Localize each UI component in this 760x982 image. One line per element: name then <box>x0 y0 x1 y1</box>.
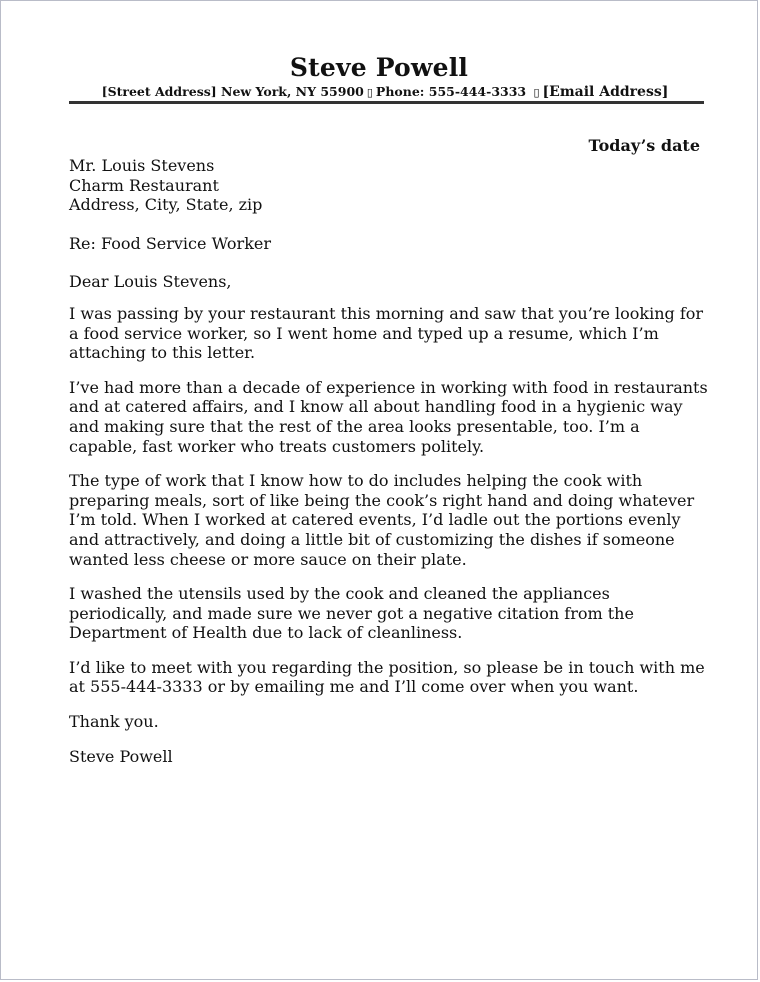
recipient-address: Address, City, State, zip <box>69 195 263 215</box>
email-address: [Email Address] <box>542 84 669 100</box>
separator-glyph: ▯ <box>366 86 373 99</box>
separator-glyph: ▯ <box>533 86 540 99</box>
phone: Phone: 555-444-3333 <box>375 84 527 99</box>
salutation: Dear Louis Stevens, <box>69 272 232 292</box>
closing: Thank you. <box>69 712 159 732</box>
paragraph: I washed the utensils used by the cook and cleaned the appliances periodically, and made sure we never got a negative citation from the Department of Health due to lack of cleanliness. <box>69 584 634 643</box>
paragraph: I was passing by your restaurant this morning and saw that you’re looking for a food service worker, so I went home and typed up a resume, which I’m attaching to this letter. <box>69 303 704 363</box>
letter-body <box>69 156 709 766</box>
header-divider <box>69 101 704 104</box>
subject-line: Re: Food Service Worker <box>69 233 272 253</box>
paragraph: I’ve had more than a decade of experience in working with food in restaurants and at catered affairs, and I know all about handling food in a hygienic way and making sure that the rest of the area looks presentable, too. I’m a capable, fast worker who treats customers politely. <box>69 377 708 456</box>
signature: Steve Powell <box>69 746 173 766</box>
recipient-company: Charm Restaurant <box>69 175 219 195</box>
sender-name: Steve Powell <box>289 53 469 82</box>
recipient-name: Mr. Louis Stevens <box>69 156 215 175</box>
letter-date: Today’s date <box>588 136 700 155</box>
street-address: [Street Address] New York, NY 55900 <box>101 84 364 99</box>
recipient-block <box>69 156 709 215</box>
contact-line <box>69 84 701 100</box>
paragraph: The type of work that I know how to do includes helping the cook with preparing meals, sort of like being the cook’s right hand and doing whatever I’m told. When I worked at catered events, I’d ladle out the portions evenly and attractively, and doing a little bit of customizing the dishes if someone wanted less cheese or more sauce on their plate. <box>69 471 695 569</box>
paragraph: I’d like to meet with you regarding the position, so please be in touch with me at 555-444-3333 or by emailing me and I’ll come over when you want. <box>69 657 705 697</box>
